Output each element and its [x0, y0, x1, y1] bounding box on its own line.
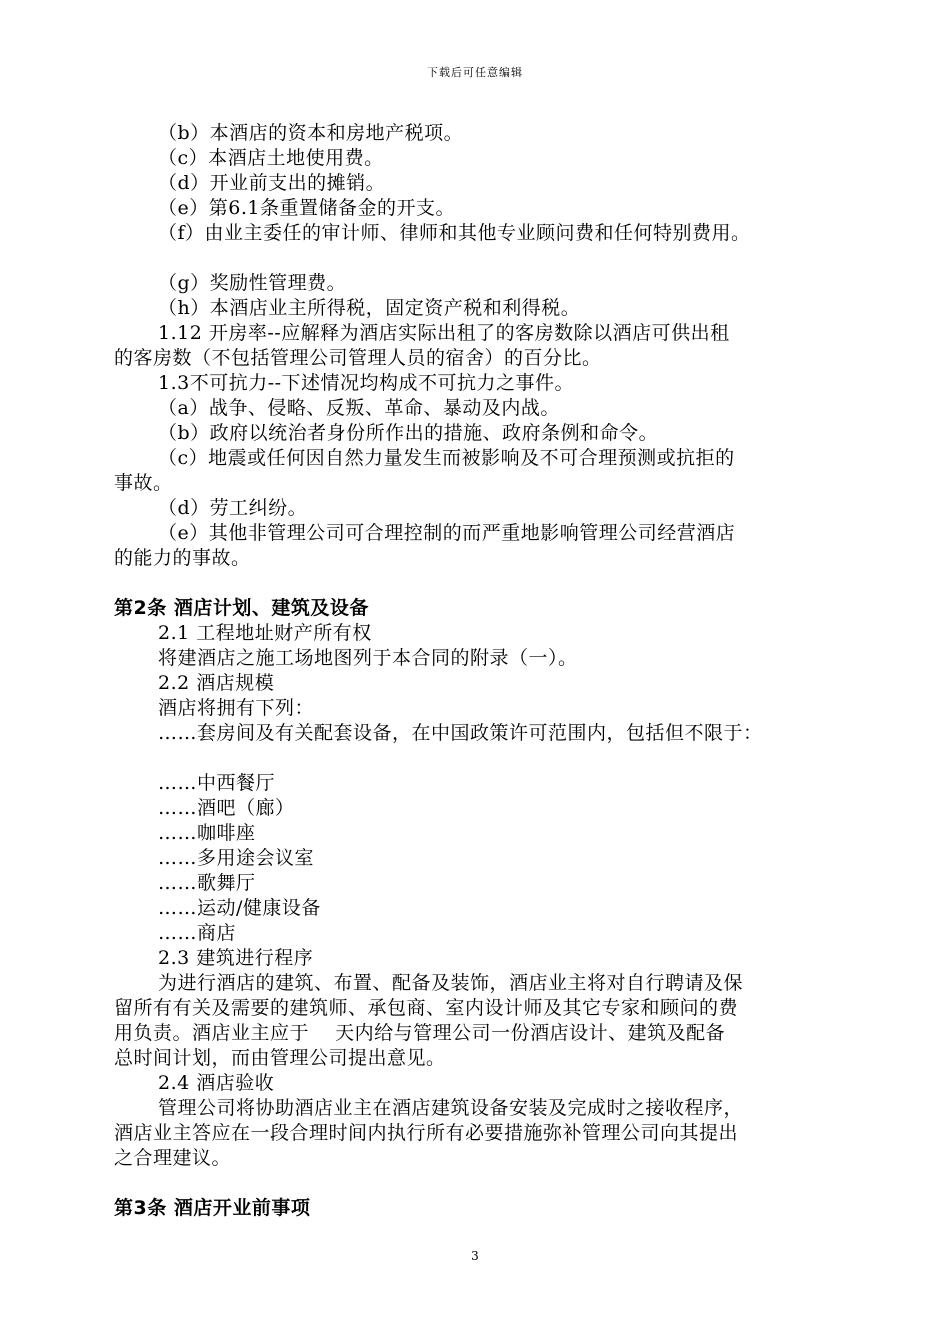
facility-item: ……商店: [158, 922, 237, 944]
facility-item: ……中西餐厅: [158, 772, 276, 794]
section-heading-article-3: 第3条 酒店开业前事项: [114, 1197, 311, 1219]
clause-2-1-title: 2.1 工程地址财产所有权: [158, 622, 372, 644]
blank-line: [114, 246, 854, 271]
clause-2-3-line-1: 为进行酒店的建筑、布置、配备及装饰，酒店业主将对自行聘请及保: [158, 972, 744, 994]
force-majeure-item-e-line-2: 的能力的事故。: [114, 547, 251, 569]
blank-line: [114, 746, 854, 771]
page-number: 3: [471, 1249, 479, 1263]
clause-2-2-title: 2.2 酒店规模: [158, 672, 275, 694]
facility-item-rooms: ……套房间及有关配套设备，在中国政策许可范围内，包括但不限于：: [158, 722, 763, 744]
clause-2-3-line-2: 留所有有关及需要的建筑师、承包商、室内设计师及其它专家和顾问的费: [114, 997, 739, 1019]
clause-2-4-line-2: 酒店业主答应在一段合理时间内执行所有必要措施弥补管理公司向其提出: [114, 1122, 739, 1144]
facility-item: ……酒吧（廊）: [158, 797, 295, 819]
clause-1-12-line-1: 1.12 开房率--应解释为酒店实际出租了的客房数除以酒店可供出租: [158, 322, 730, 344]
force-majeure-item-c-line-1: （c）地震或任何因自然力量发生而被影响及不可合理预测或抗拒的: [158, 447, 735, 469]
list-item-h: （h）本酒店业主所得税，固定资产税和利得税。: [158, 297, 581, 319]
force-majeure-item-e-line-1: （e）其他非管理公司可合理控制的而严重地影响管理公司经营酒店: [158, 522, 736, 544]
list-item-f: （f）由业主委任的审计师、律师和其他专业顾问费和任何特别费用。: [158, 222, 751, 244]
force-majeure-item-c-line-2: 事故。: [114, 472, 173, 494]
clause-2-4-title: 2.4 酒店验收: [158, 1072, 275, 1094]
document-body: [114, 121, 854, 1221]
clause-2-3-title: 2.3 建筑进行程序: [158, 947, 314, 969]
list-item-b: （b）本酒店的资本和房地产税项。: [158, 122, 464, 144]
page-header: 下载后可任意编辑: [427, 66, 523, 79]
facility-item: ……多用途会议室: [158, 847, 315, 869]
facility-item: ……歌舞厅: [158, 872, 256, 894]
force-majeure-item-a: （a）战争、侵略、反叛、革命、暴动及内战。: [158, 397, 560, 419]
clause-1-3: 1.3不可抗力--下述情况均构成不可抗力之事件。: [158, 372, 575, 394]
clause-2-4-line-3: 之合理建议。: [114, 1147, 232, 1169]
list-item-d: （d）开业前支出的摊销。: [158, 172, 386, 194]
force-majeure-item-b: （b）政府以统治者身份所作出的措施、政府条例和命令。: [158, 422, 659, 444]
clause-2-2-body: 酒店将拥有下列：: [158, 697, 315, 719]
clause-1-12-line-2: 的客房数（不包括管理公司管理人员的宿舍）的百分比。: [114, 347, 602, 369]
clause-2-3-line-3: 用负责。酒店业主应于 天内给与管理公司一份酒店设计、建筑及配备: [114, 1022, 726, 1044]
force-majeure-item-d: （d）劳工纠纷。: [158, 497, 308, 519]
list-item-e: （e）第6.1条重置储备金的开支。: [158, 197, 455, 219]
section-heading-article-2: 第2条 酒店计划、建筑及设备: [114, 597, 369, 619]
clause-2-4-line-1: 管理公司将协助酒店业主在酒店建筑设备安装及完成时之接收程序，: [158, 1097, 744, 1119]
list-item-c: （c）本酒店土地使用费。: [158, 147, 384, 169]
list-item-g: （g）奖励性管理费。: [158, 272, 347, 294]
clause-2-1-body: 将建酒店之施工场地图列于本合同的附录（一）。: [158, 647, 578, 669]
facility-item: ……咖啡座: [158, 822, 256, 844]
facility-item: ……运动/健康设备: [158, 897, 321, 919]
clause-2-3-line-4: 总时间计划，而由管理公司提出意见。: [114, 1047, 446, 1069]
